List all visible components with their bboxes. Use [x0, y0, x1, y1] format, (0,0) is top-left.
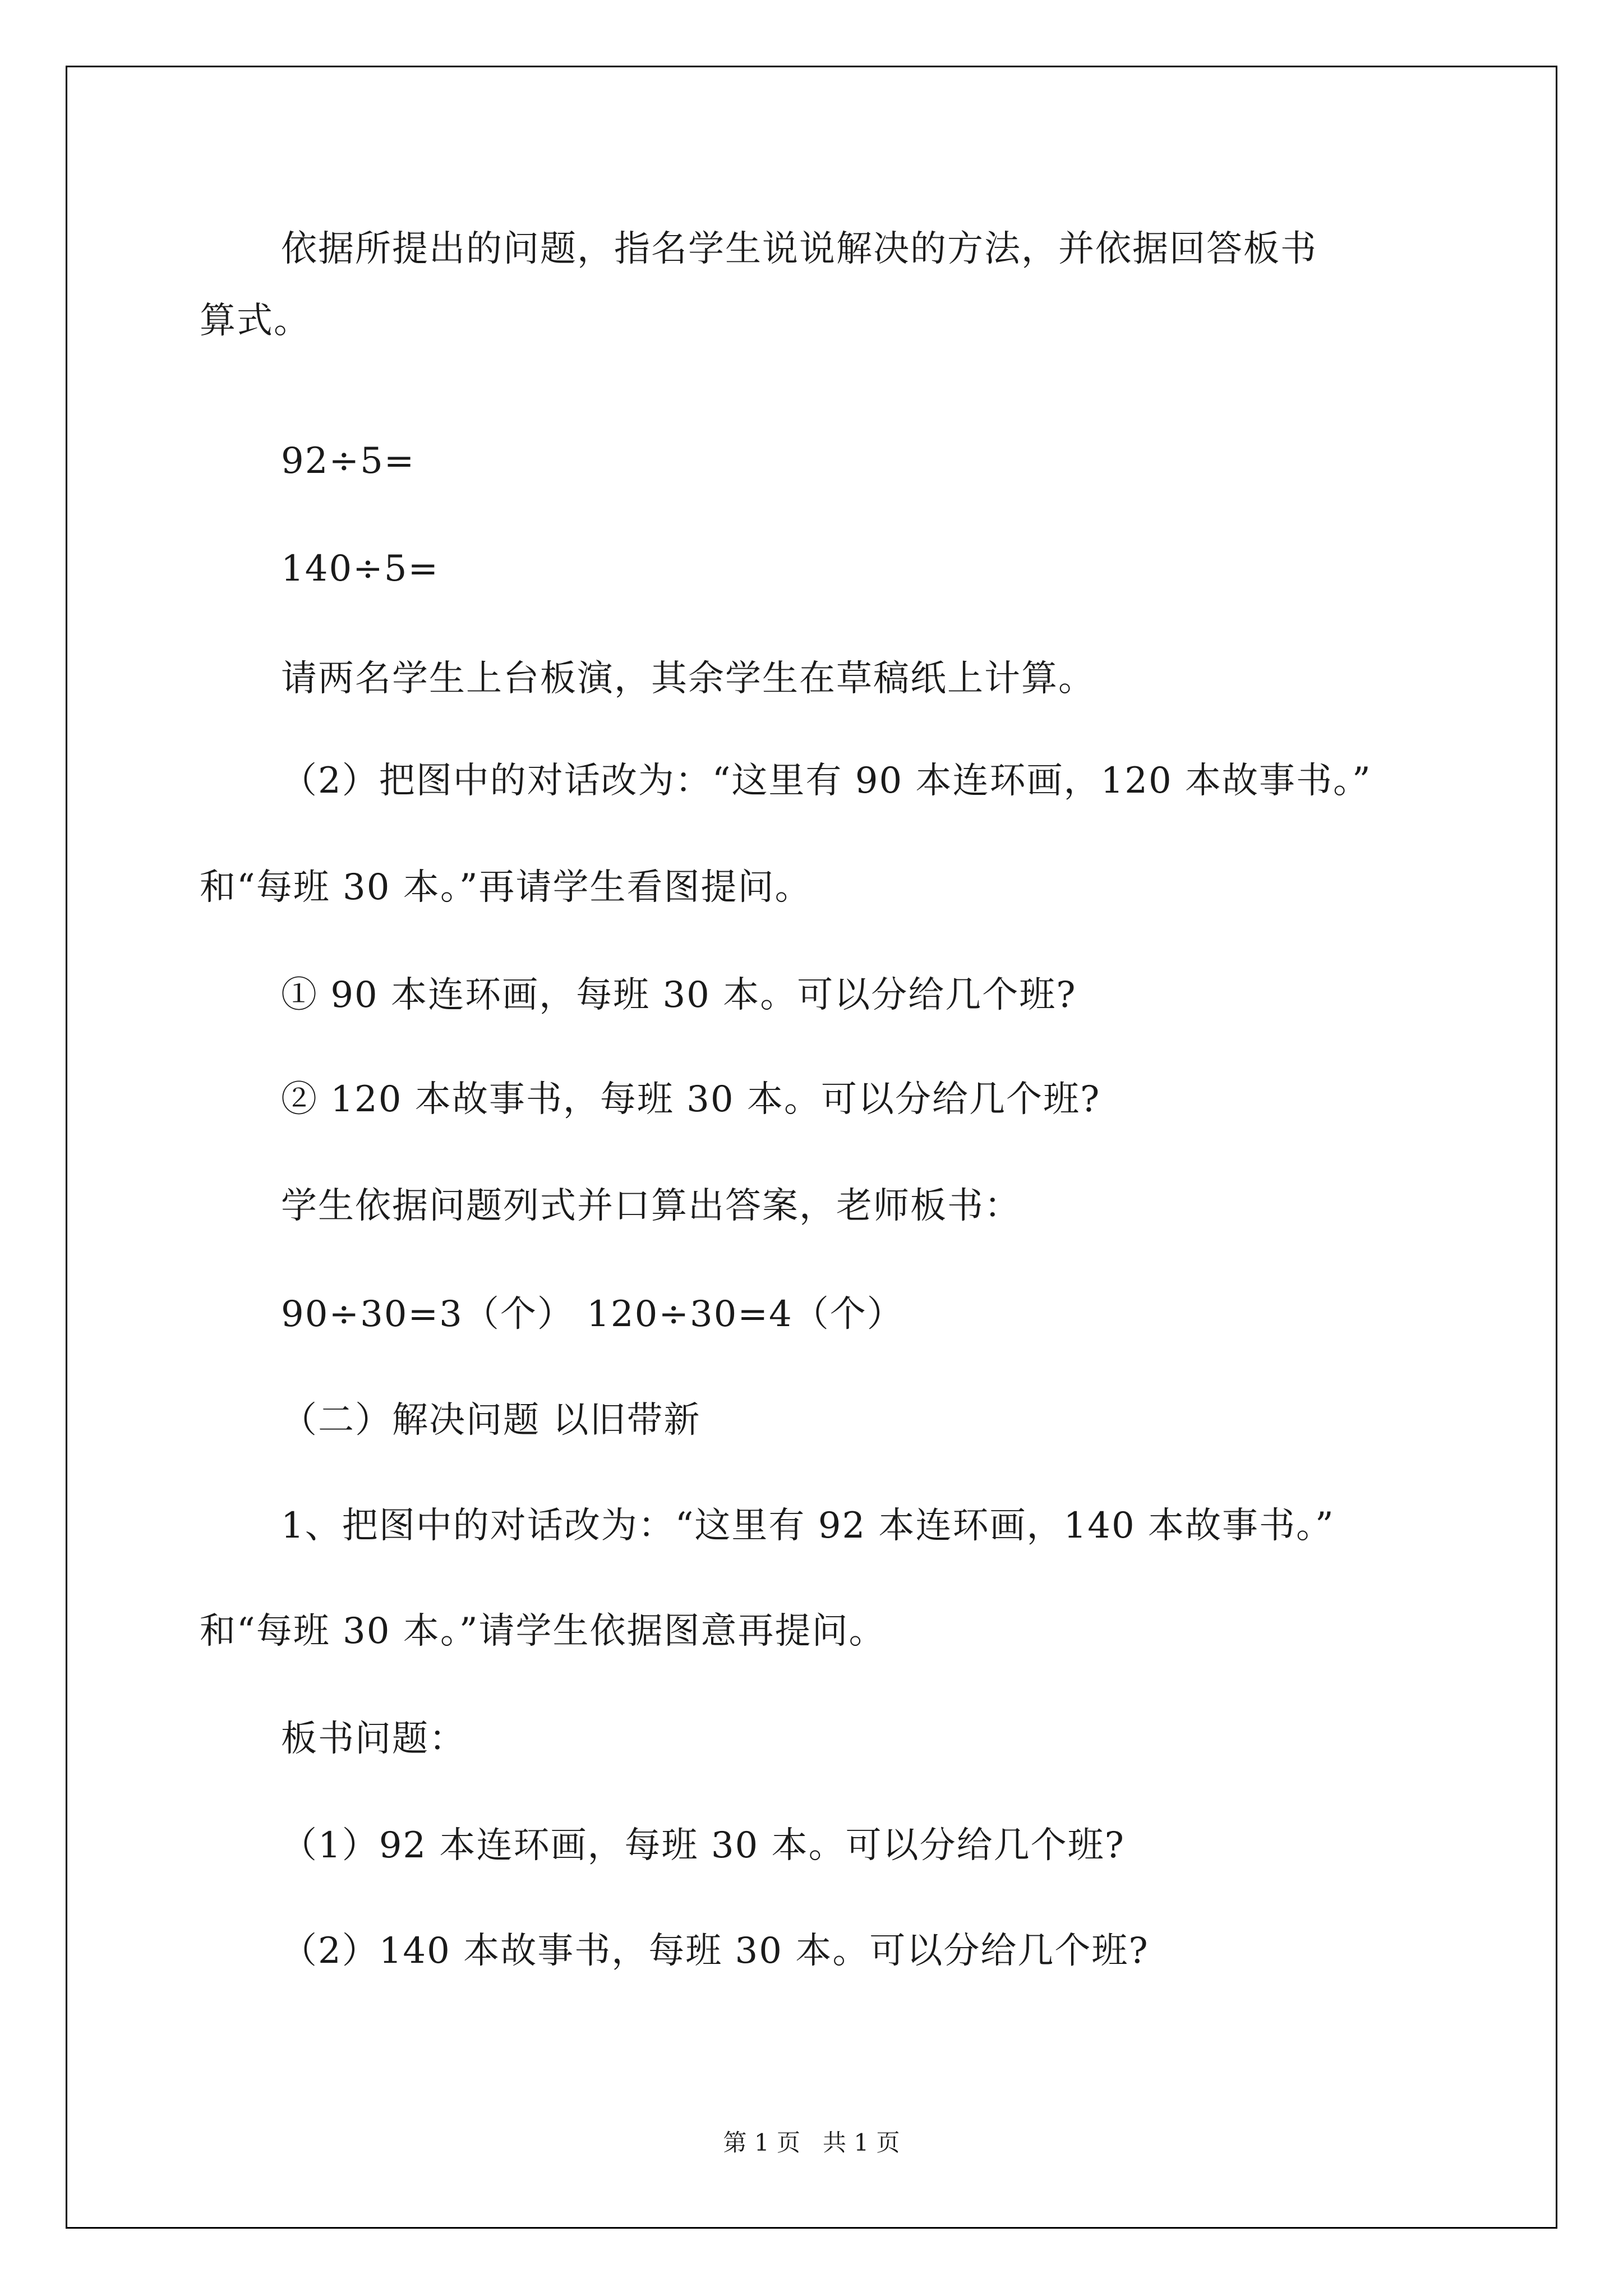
paragraph-line: 算式。: [200, 300, 311, 342]
paragraph-line: （2）把图中的对话改为：“这里有 90 本连环画，120 本故事书。”: [281, 760, 1372, 802]
formula-line: 92÷5=: [281, 440, 416, 482]
paragraph-line: 学生依据问题列式并口算出答案，老师板书：: [281, 1185, 1021, 1227]
paragraph-line: 和“每班 30 本。”请学生依据图意再提问。: [200, 1611, 886, 1652]
list-item: （1）92 本连环画，每班 30 本。可以分给几个班?: [281, 1825, 1125, 1866]
paragraph-line: 1、把图中的对话改为：“这里有 92 本连环画，140 本故事书。”: [281, 1505, 1335, 1547]
page-footer: 第 1 页 共 1 页: [723, 2129, 900, 2156]
formula-line: 140÷5=: [281, 548, 440, 590]
paragraph-line: 和“每班 30 本。”再请学生看图提问。: [200, 867, 812, 908]
paragraph-line: 依据所提出的问题，指名学生说说解决的方法，并依据回答板书: [281, 228, 1317, 270]
section-heading: （二）解决问题 以旧带新: [281, 1400, 701, 1441]
list-item: ② 120 本故事书，每班 30 本。可以分给几个班?: [281, 1079, 1101, 1120]
list-item: ① 90 本连环画，每班 30 本。可以分给几个班?: [281, 974, 1077, 1016]
page-border: [66, 66, 1557, 2229]
paragraph-line: 请两名学生上台板演，其余学生在草稿纸上计算。: [281, 658, 1095, 700]
paragraph-line: 板书问题：: [281, 1718, 466, 1760]
list-item: （2）140 本故事书，每班 30 本。可以分给几个班?: [281, 1930, 1149, 1972]
formula-line: 90÷30=3（个） 120÷30=4（个）: [281, 1294, 904, 1335]
